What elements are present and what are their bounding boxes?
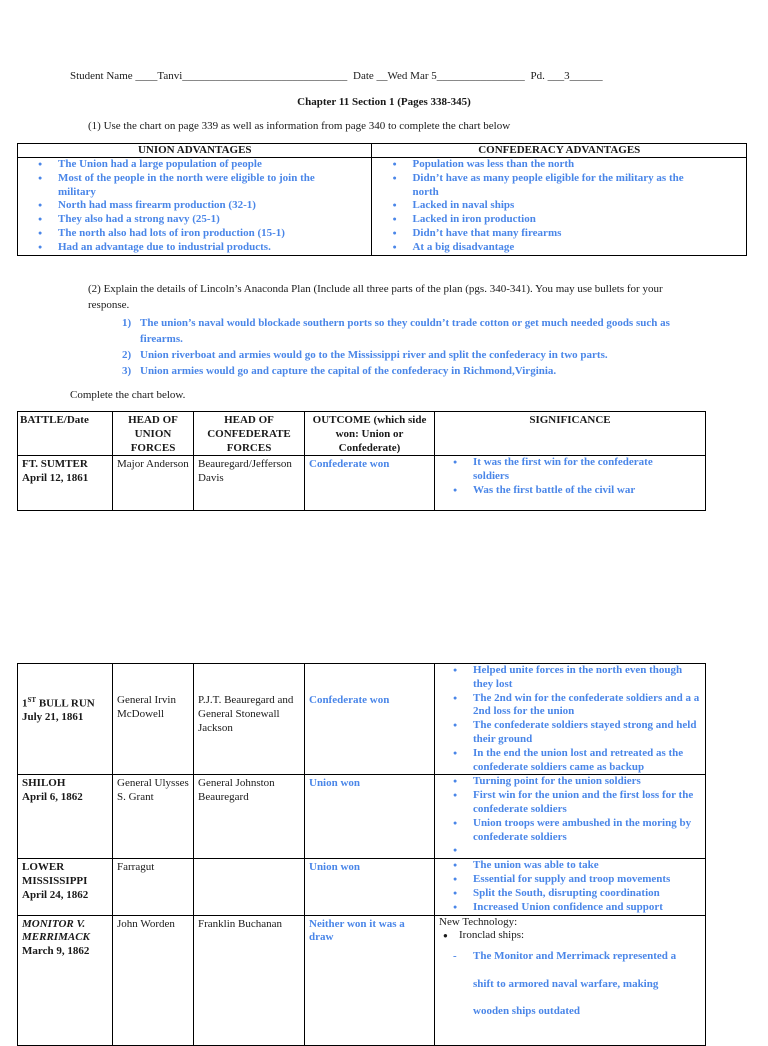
union-head-cell: Major Anderson bbox=[113, 456, 194, 511]
battle-date: July 21, 1861 bbox=[22, 711, 84, 724]
battle-date: April 6, 1862 bbox=[22, 791, 83, 804]
list-item bbox=[449, 844, 705, 858]
battle-name: FT. SUMTER bbox=[22, 458, 88, 471]
advantages-table bbox=[17, 143, 747, 256]
list-item: ● Didn’t have that many firearms bbox=[386, 227, 706, 241]
battle-date: April 24, 1862 bbox=[22, 888, 89, 901]
list-item: ● Had an advantage due to industrial products. bbox=[32, 241, 351, 255]
confederate-head-header: HEAD OF CONFEDERATE FORCES bbox=[194, 412, 305, 456]
confederacy-advantages-cell bbox=[372, 158, 747, 256]
complete-chart-instruction: Complete the chart below. bbox=[70, 389, 186, 401]
list-item: ● Lacked in naval ships bbox=[386, 199, 706, 213]
list-item: ● Split the South, disrupting coordination bbox=[449, 887, 705, 901]
list-item: ● Turning point for the union soldiers bbox=[449, 775, 705, 789]
list-item bbox=[118, 363, 708, 379]
period-field: Pd. ___3______ bbox=[530, 70, 603, 82]
list-item: ● The 2nd win for the confederate soldiers and a a 2nd loss for the union bbox=[449, 692, 705, 720]
list-item: ● Helped unite forces in the north even though they lost bbox=[449, 664, 705, 692]
significance-cell bbox=[435, 664, 706, 775]
confederate-head-cell: Beauregard/Jefferson Davis bbox=[194, 456, 305, 511]
confederate-head-cell: Franklin Buchanan bbox=[194, 915, 305, 1045]
list-item: ● Was the first battle of the civil war bbox=[449, 484, 675, 498]
anaconda-plan-list bbox=[118, 315, 708, 379]
question-1: (1) Use the chart on page 339 as well as information from page 340 to complete the chart below bbox=[88, 120, 511, 132]
outcome-cell: Union won bbox=[305, 859, 435, 915]
list-item: - The Monitor and Merrimack represented a shift to armored naval warfare, making wooden ships outdated bbox=[439, 943, 705, 1026]
list-item bbox=[118, 315, 708, 347]
list-number: 3) bbox=[122, 365, 132, 377]
new-technology-label: New Technology: bbox=[439, 915, 518, 928]
list-text: The union’s naval would blockade southern ports so they couldn’t trade cotton or get much needed goods such as firearms. bbox=[140, 317, 670, 345]
student-name: Student Name ____Tanvi______________________________ bbox=[70, 70, 348, 82]
question-2-line2: response. bbox=[88, 299, 130, 311]
outcome-cell: Confederate won bbox=[305, 664, 435, 775]
list-item: ● The confederate soldiers stayed strong and held their ground bbox=[449, 719, 705, 747]
page-title: Chapter 11 Section 1 (Pages 338-345) bbox=[297, 96, 471, 108]
union-head-cell: General Ulysses S. Grant bbox=[113, 775, 194, 859]
list-item: ● Ironclad ships: bbox=[439, 929, 705, 943]
list-item: ● Increased Union confidence and support bbox=[449, 901, 705, 915]
battle-date: March 9, 1862 bbox=[22, 945, 90, 958]
union-head-cell: Farragut bbox=[113, 859, 194, 915]
union-advantages-cell bbox=[18, 158, 372, 256]
union-advantages-header: UNION ADVANTAGES bbox=[18, 144, 372, 158]
confederate-head-cell: P.J.T. Beauregard and General Stonewall Jackson bbox=[194, 664, 305, 775]
battle-cell bbox=[18, 775, 113, 859]
question-2-line1: (2) Explain the details of Lincoln’s Anaconda Plan (Include all three parts of the plan (pgs. 340-341). You may use bullets for your bbox=[88, 283, 663, 295]
outcome-header: OUTCOME (which side won: Union or Confederate) bbox=[305, 412, 435, 456]
list-item: ● The Union had a large population of people bbox=[32, 158, 351, 172]
outcome-cell: Neither won it was a draw bbox=[305, 915, 435, 1045]
confederacy-advantages-header: CONFEDERACY ADVANTAGES bbox=[372, 144, 747, 158]
confederate-head-cell: General Johnston Beauregard bbox=[194, 775, 305, 859]
significance-cell bbox=[435, 915, 706, 1045]
date-field: Date __Wed Mar 5________________ bbox=[353, 70, 525, 82]
list-item: ● Essential for supply and troop movements bbox=[449, 873, 705, 887]
list-item: ● At a big disadvantage bbox=[386, 241, 706, 255]
table-row bbox=[18, 915, 706, 1045]
outcome-cell: Confederate won bbox=[305, 456, 435, 511]
union-head-cell: General Irvin McDowell bbox=[113, 664, 194, 775]
significance-header: SIGNIFICANCE bbox=[435, 412, 706, 456]
battle-table-top bbox=[17, 411, 706, 511]
header-line bbox=[70, 70, 603, 82]
list-item: ● North had mass firearm production (32-1) bbox=[32, 199, 351, 213]
significance-cell bbox=[435, 456, 706, 511]
list-item: ● Population was less than the north bbox=[386, 158, 706, 172]
list-item: ● Most of the people in the north were eligible to join the military bbox=[32, 172, 351, 200]
significance-cell bbox=[435, 859, 706, 915]
list-text: Union riverboat and armies would go to the Mississippi river and split the confederacy in two parts. bbox=[140, 349, 608, 361]
union-head-cell: John Worden bbox=[113, 915, 194, 1045]
battle-table-bottom bbox=[17, 663, 706, 1046]
battle-date: April 12, 1861 bbox=[22, 472, 89, 485]
list-item: ● The north also had lots of iron production (15-1) bbox=[32, 227, 351, 241]
list-item: ● First win for the union and the first loss for the confederate soldiers bbox=[449, 789, 705, 817]
battle-cell bbox=[18, 664, 113, 775]
table-row bbox=[18, 775, 706, 859]
battle-name: 1ST BULL RUN bbox=[22, 696, 95, 710]
list-item: ● Lacked in iron production bbox=[386, 213, 706, 227]
battle-cell bbox=[18, 456, 113, 511]
list-item: ● In the end the union lost and retreated as the confederate soldiers came as backup bbox=[449, 747, 705, 775]
battle-date-header: BATTLE/Date bbox=[18, 412, 113, 456]
significance-cell bbox=[435, 775, 706, 859]
table-row bbox=[18, 859, 706, 915]
table-row bbox=[18, 664, 706, 775]
list-item: ● Didn’t have as many people eligible for the military as the north bbox=[386, 172, 706, 200]
list-number: 1) bbox=[122, 317, 132, 329]
outcome-cell: Union won bbox=[305, 775, 435, 859]
list-item: ● It was the first win for the confederate soldiers bbox=[449, 456, 675, 484]
confederate-head-cell bbox=[194, 859, 305, 915]
list-item: ● The union was able to take bbox=[449, 859, 705, 873]
list-item: ● Union troops were ambushed in the moring by confederate soldiers bbox=[449, 817, 705, 845]
list-text: Union armies would go and capture the capital of the confederacy in Richmond,Virginia. bbox=[140, 365, 557, 377]
battle-name: SHILOH bbox=[22, 777, 66, 790]
battle-cell bbox=[18, 859, 113, 915]
battle-cell bbox=[18, 915, 113, 1045]
union-head-header: HEAD OF UNION FORCES bbox=[113, 412, 194, 456]
list-number: 2) bbox=[122, 349, 132, 361]
list-item: ● They also had a strong navy (25-1) bbox=[32, 213, 351, 227]
battle-name: LOWER MISSISSIPPI bbox=[22, 861, 88, 888]
battle-name: MONITOR V. MERRIMACK bbox=[22, 917, 90, 944]
list-item bbox=[118, 347, 708, 363]
table-row bbox=[18, 456, 706, 511]
